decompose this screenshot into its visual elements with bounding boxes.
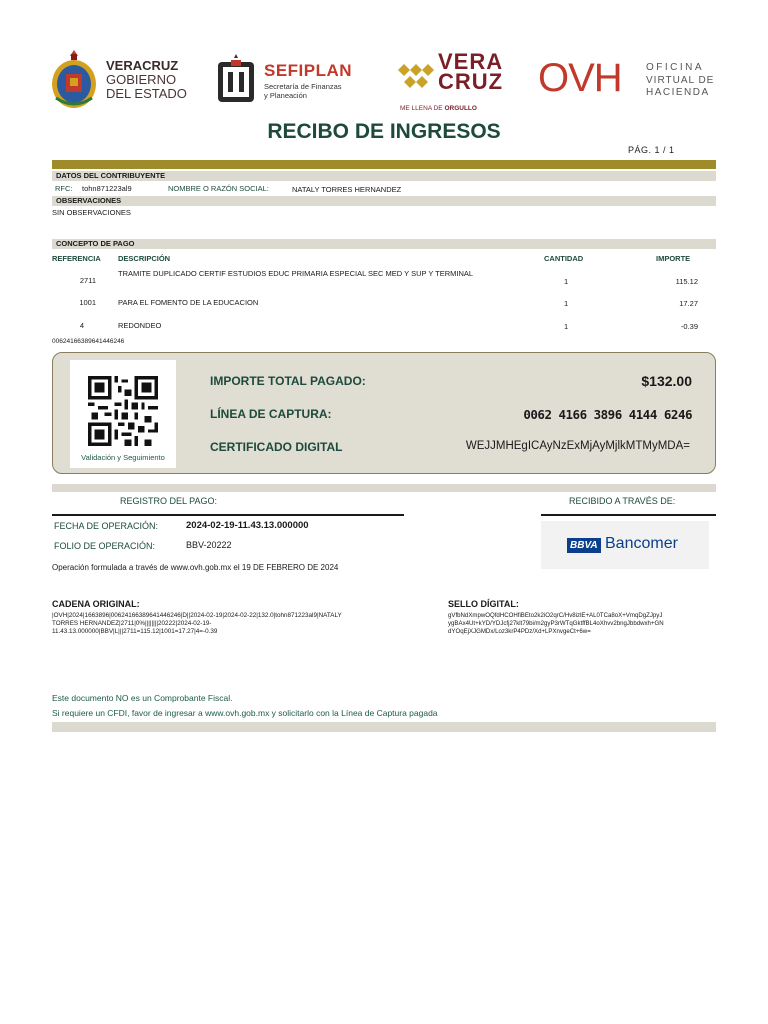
row-cantidad: 1	[564, 322, 569, 331]
fecha-value: 2024-02-19-11.43.13.000000	[186, 520, 309, 531]
row-desc: TRAMITE DUPLICADO CERTIF ESTUDIOS EDUC PRIMARIA ESPECIAL SEC MED Y SUP Y TERMINAL	[118, 269, 474, 278]
veracruz-brand-line2: CRUZ	[438, 69, 504, 94]
veracruz-line2: GOBIERNO	[106, 72, 177, 87]
sefiplan-sub1: Secretaría de Finanzas	[264, 82, 342, 91]
col-cantidad: CANTIDAD	[544, 254, 584, 263]
sello-line: dYOqEjXJGMDx/Loz3krP4PDz/Xd+LPXnvgeCt+6w=	[448, 628, 591, 635]
gold-divider	[52, 160, 716, 169]
grey-divider	[52, 484, 716, 492]
name-label: NOMBRE O RAZÓN SOCIAL:	[168, 184, 269, 193]
table-row	[52, 296, 716, 310]
ovh-logo	[538, 56, 718, 106]
folio-label: FOLIO DE OPERACIÓN:	[54, 541, 156, 551]
row-cantidad: 1	[564, 277, 569, 286]
sefiplan-name: SEFIPLAN	[264, 61, 353, 80]
linea-label: LÍNEA DE CAPTURA:	[210, 407, 332, 421]
qr-container[interactable]	[70, 360, 176, 468]
veracruz-line1: VERACRUZ	[106, 58, 179, 73]
veracruz-tagline-bold: ORGULLO	[444, 105, 477, 112]
ovh-line3: HACIENDA	[646, 87, 710, 98]
row-ref: 4	[79, 321, 84, 330]
footer-divider	[52, 722, 716, 732]
concepto-header: CONCEPTO DE PAGO	[52, 239, 716, 249]
fecha-label: FECHA DE OPERACIÓN:	[54, 521, 159, 531]
folio-value: BBV-20222	[186, 540, 232, 550]
sello-digital	[448, 612, 664, 636]
row-desc: REDONDEO	[118, 321, 162, 330]
veracruz-pattern-icon	[398, 58, 434, 94]
cadena-line: 11.43.13.000000|BBV|L|||2711=115.12|1001=17.27|4=-0.39	[52, 628, 218, 635]
veracruz-tagline-pre: ME LLENA DE	[400, 105, 445, 112]
row-importe: 17.27	[679, 299, 698, 308]
row-ref: 1001	[79, 298, 96, 307]
document-title: RECIBO DE INGRESOS	[267, 120, 501, 143]
row-cantidad: 1	[564, 299, 569, 308]
table-row	[52, 319, 716, 333]
qr-code-icon	[88, 376, 158, 446]
row-desc: PARA EL FOMENTO DE LA EDUCACION	[118, 298, 259, 307]
bank-name: Bancomer	[605, 535, 678, 552]
sello-line: ygBAx4Ut+kYD/YDJcfj27klt79bi/m2gyP3rWTqGktffBL4oXhvv2bngJbbdwxh+GN	[448, 620, 664, 627]
cert-label: CERTIFICADO DIGITAL	[210, 440, 343, 454]
col-referencia: REFERENCIA	[52, 254, 101, 263]
sello-title: SELLO DÍGITAL:	[448, 599, 519, 609]
contribuyente-header: DATOS DEL CONTRIBUYENTE	[52, 171, 716, 181]
observaciones-value: SIN OBSERVACIONES	[52, 208, 131, 217]
sefiplan-building-icon	[214, 52, 258, 106]
row-importe: 115.12	[675, 277, 698, 286]
qr-caption: Validación y Seguimiento	[81, 453, 165, 462]
cert-value: WEJJMHEgICAyNzExMjAyMjlkMTMyMDA=	[465, 440, 690, 452]
page-number: PÁG. 1 / 1	[628, 145, 675, 155]
footer-note-2: Si requiere un CFDI, favor de ingresar a www.ovh.gob.mx y solicitarlo con la Línea de Captura pagada	[52, 708, 438, 718]
importe-label: IMPORTE TOTAL PAGADO:	[210, 374, 366, 388]
cadena-title: CADENA ORIGINAL:	[52, 599, 140, 609]
veracruz-coat-of-arms-icon	[48, 48, 100, 110]
operacion-formulada: Operación formulada a través de www.ovh.gob.mx el 19 DE FEBRERO DE 2024	[52, 563, 339, 572]
recibido-rule	[541, 514, 716, 516]
col-importe: IMPORTE	[656, 254, 691, 263]
veracruz-gobierno-logo	[48, 48, 198, 110]
bbva-bancomer-logo	[541, 521, 709, 569]
sefiplan-sub2: y Planeación	[264, 91, 307, 100]
linea-value: 0062 4166 3896 4144 6246	[523, 407, 692, 422]
rfc-value: tohn871223al9	[82, 184, 132, 193]
bbva-badge: BBVA	[567, 538, 601, 553]
cadena-line: TORRES HERNANDEZ|2711|0%||||||||20222|2024-02-19-	[52, 620, 212, 627]
recibido-title: RECIBIDO A TRAVÉS DE:	[569, 496, 676, 506]
ovh-mark: OVH	[538, 56, 622, 100]
cadena-original	[52, 612, 342, 636]
veracruz-tagline	[400, 105, 477, 112]
ovh-line2: VIRTUAL DE	[646, 75, 715, 86]
veracruz-line3: DEL ESTADO	[106, 86, 187, 101]
sefiplan-logo	[214, 52, 374, 108]
row-ref: 2711	[79, 276, 96, 285]
observaciones-header: OBSERVACIONES	[52, 196, 716, 206]
footer-note-1: Este documento NO es un Comprobante Fiscal.	[52, 693, 233, 703]
name-value: NATALY TORRES HERNANDEZ	[292, 185, 402, 194]
veracruz-brand-line1: VERA	[438, 49, 504, 74]
ovh-line1: OFICINA	[646, 62, 705, 73]
veracruz-brand-logo	[398, 49, 508, 118]
reference-code: 00624166389641446246	[52, 338, 125, 345]
registro-rule	[52, 514, 404, 516]
row-importe: -0.39	[680, 322, 698, 331]
registro-title: REGISTRO DEL PAGO:	[120, 496, 218, 506]
cadena-line: |OVH|2024|1663896|00624166389641446246|D||2024-02-19|2024-02-22|132.0|tohn871223al9|NATALY	[52, 612, 342, 619]
sello-line: gVfbNdXmpwOQfdHCOHfiBEto2k2iO2qrC/Hv8izlE+AL0TCa8oX+VmqDgZJpyJ	[448, 612, 663, 619]
col-descripcion: DESCRIPCIÓN	[118, 254, 171, 263]
rfc-label: RFC:	[55, 184, 73, 193]
table-row	[52, 268, 716, 294]
importe-value: $132.00	[641, 373, 692, 389]
